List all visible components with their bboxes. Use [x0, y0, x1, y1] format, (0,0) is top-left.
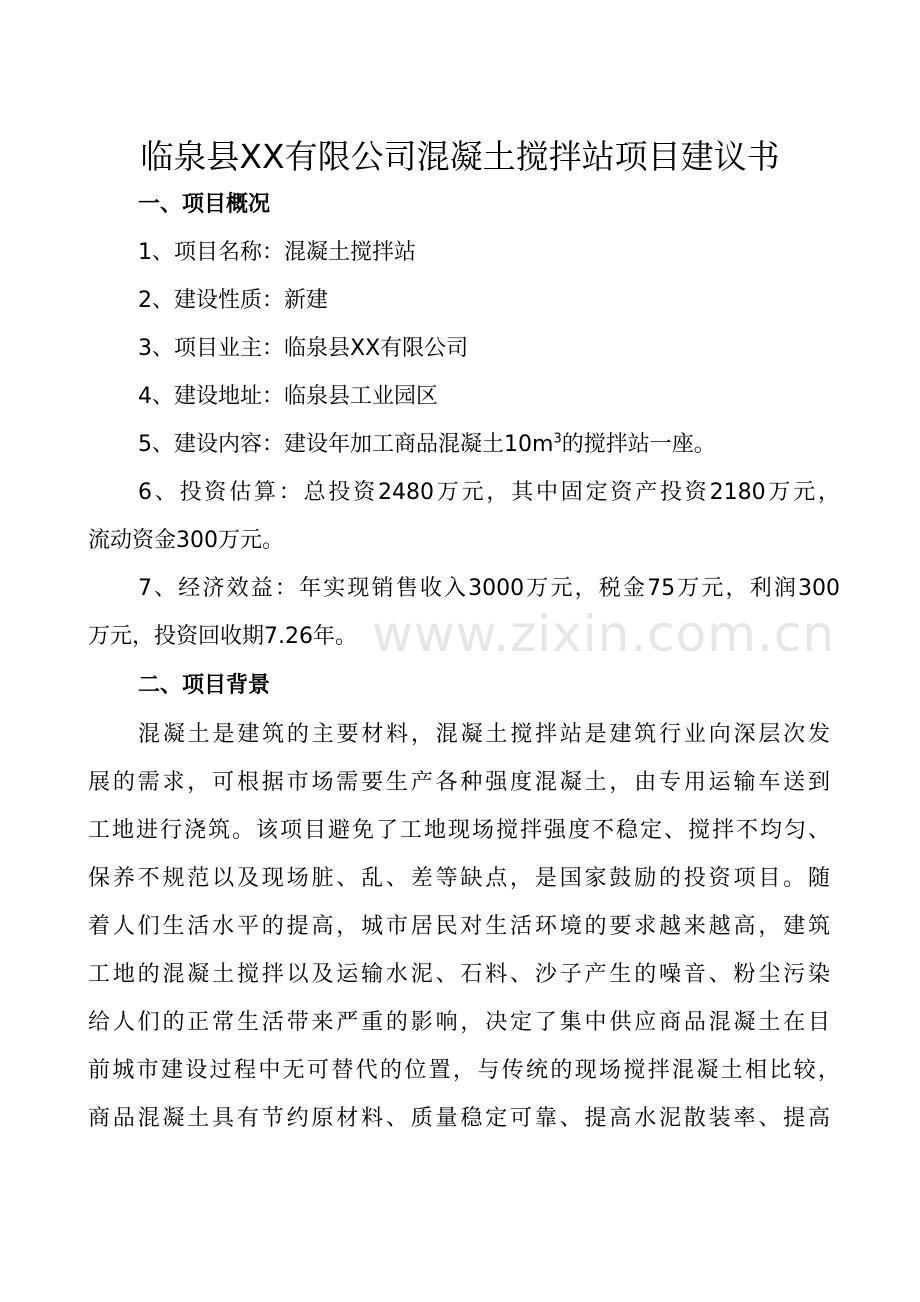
overview-item-benefit-line1: 7、经济效益：年实现销售收入3000万元，税金75万元，利润300 [138, 576, 840, 601]
overview-item-nature: 2、建设性质：新建 [138, 288, 328, 313]
section-heading-overview: 一、项目概况 [138, 192, 271, 217]
background-paragraph-line: 展的需求，可根据市场需要生产各种强度混凝土，由专用运输车送到 [88, 770, 830, 795]
background-paragraph-line: 着人们生活水平的提高，城市居民对生活环境的要求越来越高，建筑 [88, 914, 830, 939]
item-content-text-end: 的搅拌站一座。 [561, 432, 716, 457]
background-paragraph-line: 前城市建设过程中无可替代的位置，与传统的现场搅拌混凝土相比较， [88, 1058, 840, 1083]
background-paragraph-line: 保养不规范以及现场脏、乱、差等缺点，是国家鼓励的投资项目。随 [88, 866, 830, 891]
overview-item-address: 4、建设地址：临泉县工业园区 [138, 384, 438, 409]
section-heading-background: 二、项目背景 [138, 673, 271, 698]
cubic-superscript: 3 [553, 431, 562, 447]
background-paragraph-line: 工地进行浇筑。该项目避免了工地现场搅拌强度不稳定、搅拌不均匀、 [88, 818, 830, 843]
watermark-text: www.zixin.com.cn [372, 605, 836, 663]
overview-item-content [138, 421, 716, 469]
overview-item-benefit-line2: 万元，投资回收期7.26年。 [88, 624, 357, 649]
overview-item-owner: 3、项目业主：临泉县XX有限公司 [138, 336, 469, 361]
background-paragraph-line: 工地的混凝土搅拌以及运输水泥、石料、沙子产生的噪音、粉尘污染 [88, 962, 830, 987]
background-paragraph-line: 给人们的正常生活带来严重的影响，决定了集中供应商品混凝土在目 [88, 1010, 830, 1035]
overview-item-name: 1、项目名称：混凝土搅拌站 [138, 240, 416, 265]
document-title: 临泉县XX有限公司混凝土搅拌站项目建议书 [140, 137, 780, 176]
background-paragraph-line: 商品混凝土具有节约原材料、质量稳定可靠、提高水泥散装率、提高 [88, 1106, 830, 1131]
item-content-text: 5、建设内容：建设年加工商品混凝土10m [138, 432, 554, 457]
background-paragraph-line: 混凝土是建筑的主要材料，混凝土搅拌站是建筑行业向深层次发 [138, 722, 830, 747]
overview-item-investment-line2: 流动资金300万元。 [88, 528, 284, 553]
overview-item-investment-line1: 6、投资估算：总投资2480万元，其中固定资产投资2180万元， [138, 480, 840, 505]
